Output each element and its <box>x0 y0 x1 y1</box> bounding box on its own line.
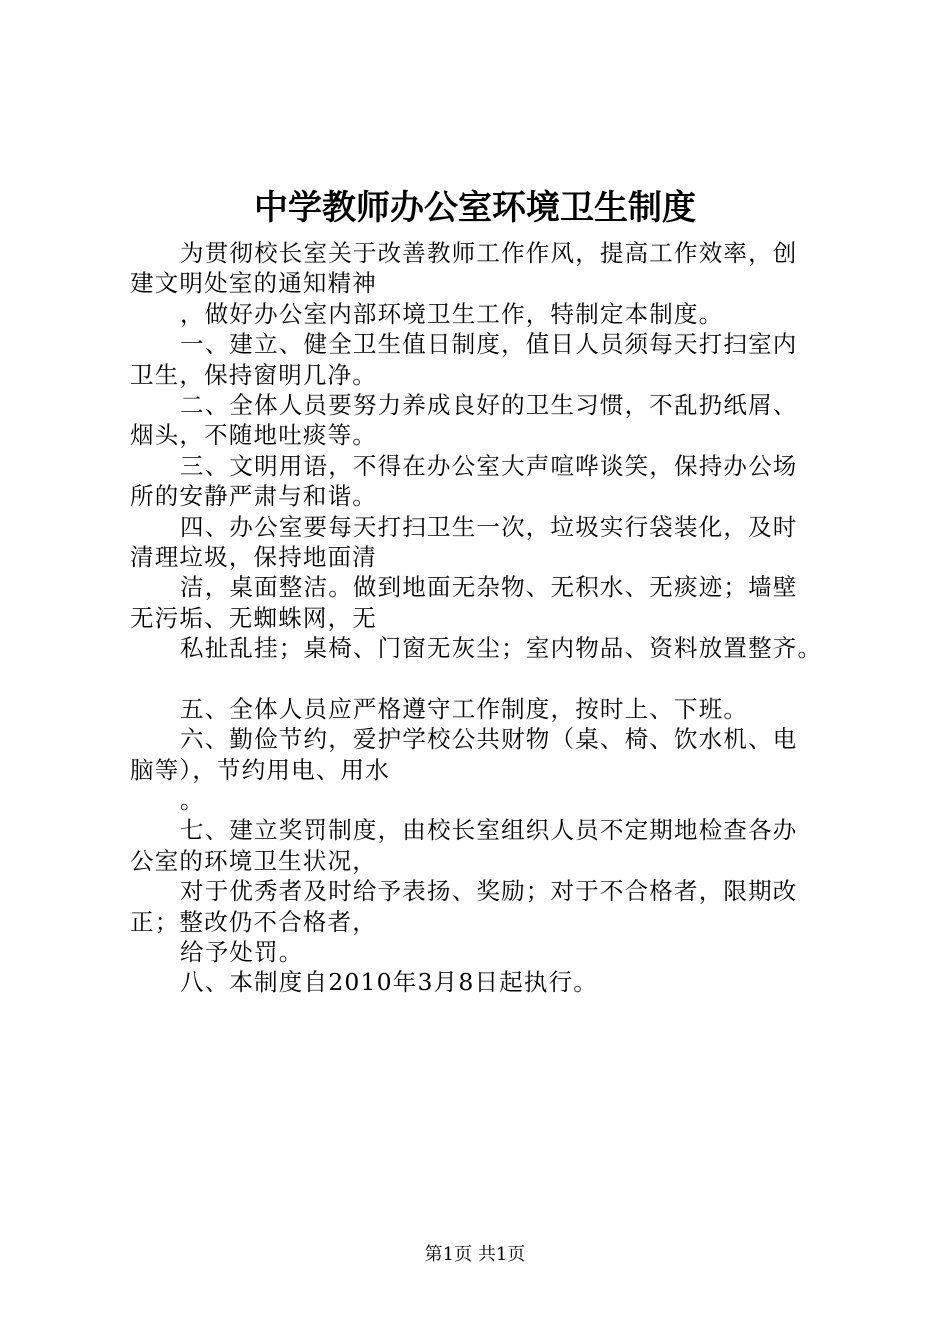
clause-8 <box>130 967 850 997</box>
paragraph-line: 四、办公室要每天打扫卫生一次，垃圾实行袋装化，及时 <box>180 512 798 541</box>
paragraph-line: 私扯乱挂；桌椅、门窗无灰尘；室内物品、资料放置整齐。 <box>180 634 823 663</box>
paragraph-line: 。 <box>180 785 205 814</box>
paragraph-line: ，做好办公室内部环境卫生工作，特制定本制度。 <box>180 299 724 328</box>
paragraph-line: 七、建立奖罚制度，由校长室组织人员不定期地检查各办 <box>180 816 798 845</box>
page-number-footer: 第1页 共1页 <box>424 1244 526 1265</box>
paragraph-line: 给予处罚。 <box>180 937 304 966</box>
clause-7-end <box>130 937 850 967</box>
paragraph-line: 洁，桌面整洁。做到地面无杂物、无积水、无痰迹；墙壁 <box>180 573 798 602</box>
paragraph-line: 五、全体人员应严格遵守工作制度，按时上、下班。 <box>180 694 749 723</box>
clause-6 <box>130 724 850 785</box>
clause-4-continued <box>130 572 850 633</box>
clause-6-end <box>130 785 850 815</box>
document-title: 中学教师办公室环境卫生制度 <box>254 188 696 228</box>
paragraph-line: 八、本制度自2010年3月8日起执行。 <box>180 968 599 997</box>
paragraph-line: 所的安静严肃与和谐。 <box>130 482 377 511</box>
paragraph-line: 公室的环境卫生状况， <box>130 846 377 875</box>
paragraph-line: 清理垃圾，保持地面清 <box>130 543 377 572</box>
paragraph-line: 无污垢、无蜘蛛网，无 <box>130 603 377 632</box>
paragraph-line: 正；整改仍不合格者， <box>130 907 377 936</box>
paragraph-line: 一、建立、健全卫生值日制度，值日人员须每天打扫室内 <box>180 330 798 359</box>
clause-4 <box>130 512 850 573</box>
document-body <box>130 238 850 998</box>
paragraph-line: 为贯彻校长室关于改善教师工作作风，提高工作效率，创 <box>180 239 798 267</box>
paragraph-line: 三、文明用语，不得在办公室大声喧哗谈笑，保持办公场 <box>180 451 798 480</box>
paragraph-line: 卫生，保持窗明几净。 <box>130 360 377 389</box>
clause-3 <box>130 451 850 512</box>
paragraph-2 <box>130 299 850 329</box>
clause-7-continued <box>130 876 850 937</box>
paragraph-line: 烟头，不随地吐痰等。 <box>130 421 377 450</box>
clause-5 <box>130 694 850 724</box>
paragraph-line: 二、全体人员要努力养成良好的卫生习惯，不乱扔纸屑、 <box>180 391 798 420</box>
clause-1 <box>130 329 850 390</box>
paragraph-1 <box>130 238 850 299</box>
paragraph-line: 六、勤俭节约，爱护学校公共财物（桌、椅、饮水机、电 <box>180 725 798 754</box>
paragraph-line: 脑等），节约用电、用水 <box>130 755 390 784</box>
clause-2 <box>130 390 850 451</box>
paragraph-line: 对于优秀者及时给予表扬、奖励；对于不合格者，限期改 <box>180 877 798 906</box>
paragraph-line: 建文明处室的通知精神 <box>130 269 377 298</box>
clause-7 <box>130 815 850 876</box>
clause-4-end <box>130 633 850 663</box>
